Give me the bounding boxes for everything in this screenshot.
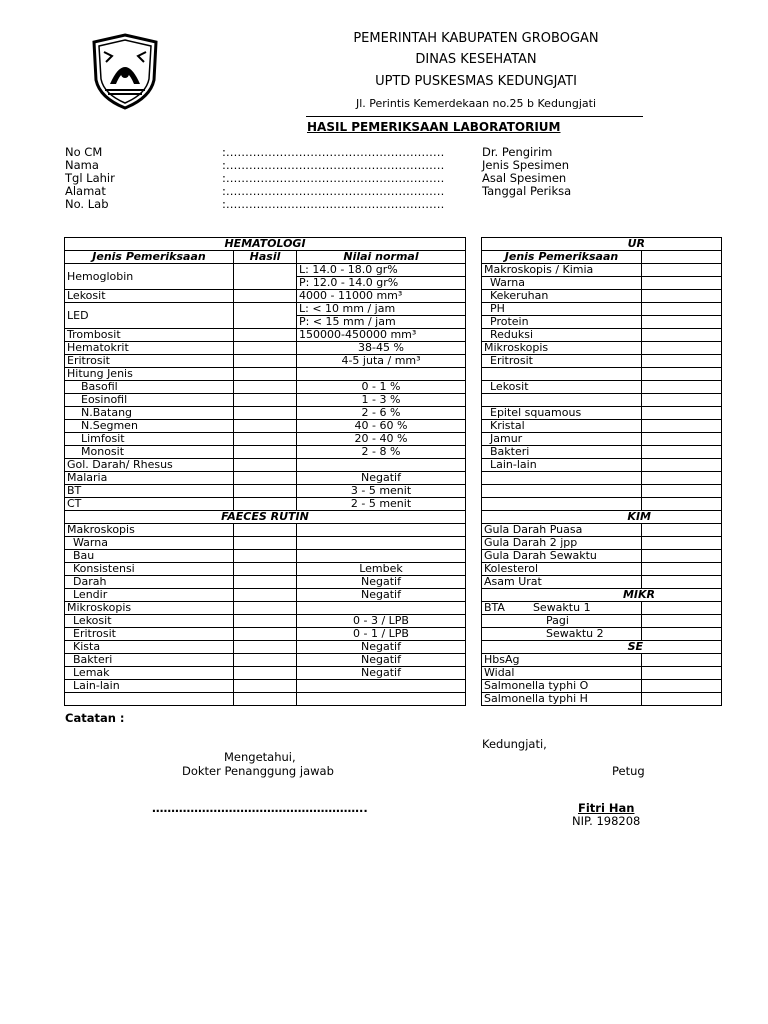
row-pagi: Pagi xyxy=(482,615,642,628)
normal-faeces-eritrosit: 0 - 1 / LPB xyxy=(297,628,466,641)
row-basofil: Basofil xyxy=(65,381,234,394)
row-urin-blank2 xyxy=(482,394,642,407)
hematology-faeces-table xyxy=(64,237,466,706)
row-faeces-lemak: Lemak xyxy=(65,667,234,680)
result-faeces-lainlain[interactable] xyxy=(234,680,297,693)
result-sewaktu2[interactable] xyxy=(642,628,722,641)
result-kolesterol[interactable] xyxy=(642,563,722,576)
result-urin-makro[interactable] xyxy=(642,264,722,277)
result-faeces-warna[interactable] xyxy=(234,537,297,550)
header-government: PEMERINTAH KABUPATEN GROBOGAN xyxy=(353,31,599,46)
result-urin-warna[interactable] xyxy=(642,277,722,290)
result-hematokrit[interactable] xyxy=(234,342,297,355)
result-malaria[interactable] xyxy=(234,472,297,485)
normal-faeces-bau xyxy=(297,550,466,563)
result-gol-darah[interactable] xyxy=(234,459,297,472)
header-address: Jl. Perintis Kemerdekaan no.25 b Kedungjati xyxy=(355,97,597,110)
row-faeces-lendir: Lendir xyxy=(65,589,234,602)
normal-led-l: L: < 10 mm / jam xyxy=(297,303,466,316)
value-no-cm: :………………………………………………… xyxy=(222,145,445,159)
row-trombosit: Trombosit xyxy=(65,329,234,342)
result-asam-urat[interactable] xyxy=(642,576,722,589)
result-faeces-darah[interactable] xyxy=(234,576,297,589)
urin-col-hasil xyxy=(642,251,722,264)
result-widal[interactable] xyxy=(642,667,722,680)
result-monosit[interactable] xyxy=(234,446,297,459)
result-urin-epitel[interactable] xyxy=(642,407,722,420)
result-urin-eritrosit[interactable] xyxy=(642,355,722,368)
normal-hematokrit: 38-45 % xyxy=(297,342,466,355)
col-normal: Nilai normal xyxy=(297,251,466,264)
result-gds[interactable] xyxy=(642,550,722,563)
result-faeces-lekosit[interactable] xyxy=(234,615,297,628)
value-nama: :………………………………………………… xyxy=(222,158,445,172)
row-faeces-empty xyxy=(65,693,234,706)
result-eritrosit[interactable] xyxy=(234,355,297,368)
result-faeces-konsistensi[interactable] xyxy=(234,563,297,576)
row-urin-lekosit: Lekosit xyxy=(482,381,642,394)
row-urin-makro: Makroskopis / Kimia xyxy=(482,264,642,277)
row-salmonella-o: Salmonella typhi O xyxy=(482,680,642,693)
urine-chemistry-table xyxy=(481,237,722,706)
kimia-title: KIM xyxy=(482,511,722,524)
header-department: DINAS KESEHATAN xyxy=(415,52,537,67)
row-urin-blank3 xyxy=(482,472,642,485)
row-faeces-bakteri: Bakteri xyxy=(65,654,234,667)
row-urin-protein: Protein xyxy=(482,316,642,329)
row-gd2: Gula Darah 2 jpp xyxy=(482,537,642,550)
result-faeces-mikroskopis[interactable] xyxy=(234,602,297,615)
row-ct: CT xyxy=(65,498,234,511)
normal-faeces-konsistensi: Lembek xyxy=(297,563,466,576)
result-urin-lekosit[interactable] xyxy=(642,381,722,394)
row-faeces-warna: Warna xyxy=(65,537,234,550)
row-eosinofil: Eosinofil xyxy=(65,394,234,407)
regency-emblem-icon xyxy=(88,32,162,110)
value-alamat: :………………………………………………… xyxy=(222,184,445,198)
row-urin-blank5 xyxy=(482,498,642,511)
normal-faeces-kista: Negatif xyxy=(297,641,466,654)
row-asam-urat: Asam Urat xyxy=(482,576,642,589)
normal-trombosit: 150000-450000 mm³ xyxy=(297,329,466,342)
label-tanggal-periksa: Tanggal Periksa xyxy=(482,184,572,198)
value-tgl-lahir: :………………………………………………… xyxy=(222,171,445,185)
row-kolesterol: Kolesterol xyxy=(482,563,642,576)
normal-faeces-lainlain xyxy=(297,680,466,693)
normal-nsegmen: 40 - 60 % xyxy=(297,420,466,433)
mengetahui-label: Mengetahui, xyxy=(224,750,296,764)
row-faeces-lainlain: Lain-lain xyxy=(65,680,234,693)
result-urin-bakteri[interactable] xyxy=(642,446,722,459)
normal-faeces-lekosit: 0 - 3 / LPB xyxy=(297,615,466,628)
patient-field-values xyxy=(222,146,444,211)
result-urin-blank3[interactable] xyxy=(642,472,722,485)
row-urin-bakteri: Bakteri xyxy=(482,446,642,459)
result-urin-blank5[interactable] xyxy=(642,498,722,511)
normal-faeces-empty xyxy=(297,693,466,706)
result-nbatang[interactable] xyxy=(234,407,297,420)
row-monosit: Monosit xyxy=(65,446,234,459)
normal-bt: 3 - 5 menit xyxy=(297,485,466,498)
normal-ct: 2 - 5 menit xyxy=(297,498,466,511)
result-sewaktu1[interactable] xyxy=(642,602,722,615)
label-dr-pengirim: Dr. Pengirim xyxy=(482,145,553,159)
label-alamat: Alamat xyxy=(65,184,106,198)
catatan-label: Catatan : xyxy=(65,711,125,725)
bta-label: BTA xyxy=(484,601,505,614)
result-hitung-jenis[interactable] xyxy=(234,368,297,381)
row-gol-darah: Gol. Darah/ Rhesus xyxy=(65,459,234,472)
row-led: LED xyxy=(65,303,234,329)
sewaktu1-label: Sewaktu 1 xyxy=(532,601,591,614)
label-asal-spesimen: Asal Spesimen xyxy=(482,171,567,185)
row-faeces-mikroskopis: Mikroskopis xyxy=(65,602,234,615)
petugas-label: Petug xyxy=(612,764,645,778)
row-nsegmen: N.Segmen xyxy=(65,420,234,433)
result-led[interactable] xyxy=(234,303,297,329)
result-faeces-bakteri[interactable] xyxy=(234,654,297,667)
hematologi-title: HEMATOLOGI xyxy=(65,238,466,251)
result-urin-reduksi[interactable] xyxy=(642,329,722,342)
label-tgl-lahir: Tgl Lahir xyxy=(65,171,115,185)
result-eosinofil[interactable] xyxy=(234,394,297,407)
normal-hb-l: L: 14.0 - 18.0 gr% xyxy=(297,264,466,277)
normal-monosit: 2 - 8 % xyxy=(297,446,466,459)
result-urin-blank4[interactable] xyxy=(642,485,722,498)
mikro-title: MIKR xyxy=(482,589,722,602)
result-bt[interactable] xyxy=(234,485,297,498)
row-urin-warna: Warna xyxy=(482,277,642,290)
normal-faeces-lemak: Negatif xyxy=(297,667,466,680)
normal-eosinofil: 1 - 3 % xyxy=(297,394,466,407)
value-no-lab: :………………………………………………… xyxy=(222,197,445,211)
row-urin-ph: PH xyxy=(482,303,642,316)
row-urin-mikroskopis: Mikroskopis xyxy=(482,342,642,355)
normal-nbatang: 2 - 6 % xyxy=(297,407,466,420)
result-hemoglobin[interactable] xyxy=(234,264,297,290)
result-gd2[interactable] xyxy=(642,537,722,550)
report-title: HASIL PEMERIKSAAN LABORATORIUM xyxy=(307,120,561,134)
result-urin-ph[interactable] xyxy=(642,303,722,316)
row-urin-lainlain: Lain-lain xyxy=(482,459,642,472)
row-faeces-eritrosit: Eritrosit xyxy=(65,628,234,641)
row-urin-blank4 xyxy=(482,485,642,498)
sero-title: SE xyxy=(482,641,722,654)
row-gdp: Gula Darah Puasa xyxy=(482,524,642,537)
faeces-title: FAECES RUTIN xyxy=(65,511,466,524)
result-pagi[interactable] xyxy=(642,615,722,628)
patient-field-labels xyxy=(65,146,115,211)
row-faeces-makroskopis: Makroskopis xyxy=(65,524,234,537)
row-urin-jamur: Jamur xyxy=(482,433,642,446)
row-faeces-darah: Darah xyxy=(65,576,234,589)
normal-hitung-jenis xyxy=(297,368,466,381)
normal-lekosit: 4000 - 11000 mm³ xyxy=(297,290,466,303)
row-urin-kekeruhan: Kekeruhan xyxy=(482,290,642,303)
result-ct[interactable] xyxy=(234,498,297,511)
petugas-nip: NIP. 198208 xyxy=(572,814,641,828)
result-faeces-eritrosit[interactable] xyxy=(234,628,297,641)
row-bt: BT xyxy=(65,485,234,498)
normal-hb-p: P: 12.0 - 14.0 gr% xyxy=(297,277,466,290)
row-faeces-lekosit: Lekosit xyxy=(65,615,234,628)
place-date: Kedungjati, xyxy=(482,737,547,751)
urin-title: UR xyxy=(482,238,722,251)
result-faeces-kista[interactable] xyxy=(234,641,297,654)
result-basofil[interactable] xyxy=(234,381,297,394)
normal-faeces-lendir: Negatif xyxy=(297,589,466,602)
row-hematokrit: Hematokrit xyxy=(65,342,234,355)
normal-faeces-warna xyxy=(297,537,466,550)
normal-limfosit: 20 - 40 % xyxy=(297,433,466,446)
normal-faeces-makroskopis xyxy=(297,524,466,537)
row-widal: Widal xyxy=(482,667,642,680)
petugas-name: Fitri Han xyxy=(578,801,635,815)
label-jenis-spesimen: Jenis Spesimen xyxy=(482,158,570,172)
row-nbatang: N.Batang xyxy=(65,407,234,420)
result-trombosit[interactable] xyxy=(234,329,297,342)
row-hitung-jenis: Hitung Jenis xyxy=(65,368,234,381)
result-urin-kristal[interactable] xyxy=(642,420,722,433)
header-rule xyxy=(306,116,643,117)
row-gds: Gula Darah Sewaktu xyxy=(482,550,642,563)
result-lekosit[interactable] xyxy=(234,290,297,303)
row-malaria: Malaria xyxy=(65,472,234,485)
urin-col-jenis: Jenis Pemeriksaan xyxy=(482,251,642,264)
label-no-lab: No. Lab xyxy=(65,197,109,211)
result-faeces-makroskopis[interactable] xyxy=(234,524,297,537)
row-hemoglobin: Hemoglobin xyxy=(65,264,234,290)
normal-faeces-mikroskopis xyxy=(297,602,466,615)
row-faeces-bau: Bau xyxy=(65,550,234,563)
row-hbsag: HbsAg xyxy=(482,654,642,667)
result-salmonella-o[interactable] xyxy=(642,680,722,693)
doctor-signature-line: ……………………………………………….. xyxy=(152,801,368,815)
row-urin-blank1 xyxy=(482,368,642,381)
specimen-field-labels xyxy=(482,146,571,198)
normal-faeces-bakteri: Negatif xyxy=(297,654,466,667)
result-faeces-bau[interactable] xyxy=(234,550,297,563)
normal-basofil: 0 - 1 % xyxy=(297,381,466,394)
result-urin-blank1[interactable] xyxy=(642,368,722,381)
result-urin-kekeruhan[interactable] xyxy=(642,290,722,303)
result-urin-protein[interactable] xyxy=(642,316,722,329)
result-gdp[interactable] xyxy=(642,524,722,537)
result-urin-jamur[interactable] xyxy=(642,433,722,446)
result-urin-mikroskopis[interactable] xyxy=(642,342,722,355)
result-faeces-empty[interactable] xyxy=(234,693,297,706)
row-urin-reduksi: Reduksi xyxy=(482,329,642,342)
row-lekosit: Lekosit xyxy=(65,290,234,303)
result-urin-lainlain[interactable] xyxy=(642,459,722,472)
normal-faeces-darah: Negatif xyxy=(297,576,466,589)
result-nsegmen[interactable] xyxy=(234,420,297,433)
normal-eritrosit: 4-5 juta / mm³ xyxy=(297,355,466,368)
col-hasil: Hasil xyxy=(234,251,297,264)
normal-gol-darah xyxy=(297,459,466,472)
label-no-cm: No CM xyxy=(65,145,103,159)
header-puskesmas: UPTD PUSKESMAS KEDUNGJATI xyxy=(375,74,577,89)
row-urin-kristal: Kristal xyxy=(482,420,642,433)
row-sewaktu2: Sewaktu 2 xyxy=(482,628,642,641)
normal-malaria: Negatif xyxy=(297,472,466,485)
row-faeces-konsistensi: Konsistensi xyxy=(65,563,234,576)
row-urin-epitel: Epitel squamous xyxy=(482,407,642,420)
result-faeces-lendir[interactable] xyxy=(234,589,297,602)
row-faeces-kista: Kista xyxy=(65,641,234,654)
result-urin-blank2[interactable] xyxy=(642,394,722,407)
row-bta xyxy=(482,602,642,615)
row-eritrosit: Eritrosit xyxy=(65,355,234,368)
result-hbsag[interactable] xyxy=(642,654,722,667)
row-urin-eritrosit: Eritrosit xyxy=(482,355,642,368)
result-faeces-lemak[interactable] xyxy=(234,667,297,680)
result-limfosit[interactable] xyxy=(234,433,297,446)
row-salmonella-h: Salmonella typhi H xyxy=(482,693,642,706)
row-limfosit: Limfosit xyxy=(65,433,234,446)
label-nama: Nama xyxy=(65,158,99,172)
normal-led-p: P: < 15 mm / jam xyxy=(297,316,466,329)
col-jenis: Jenis Pemeriksaan xyxy=(65,251,234,264)
dokter-label: Dokter Penanggung jawab xyxy=(182,764,334,778)
result-salmonella-h[interactable] xyxy=(642,693,722,706)
